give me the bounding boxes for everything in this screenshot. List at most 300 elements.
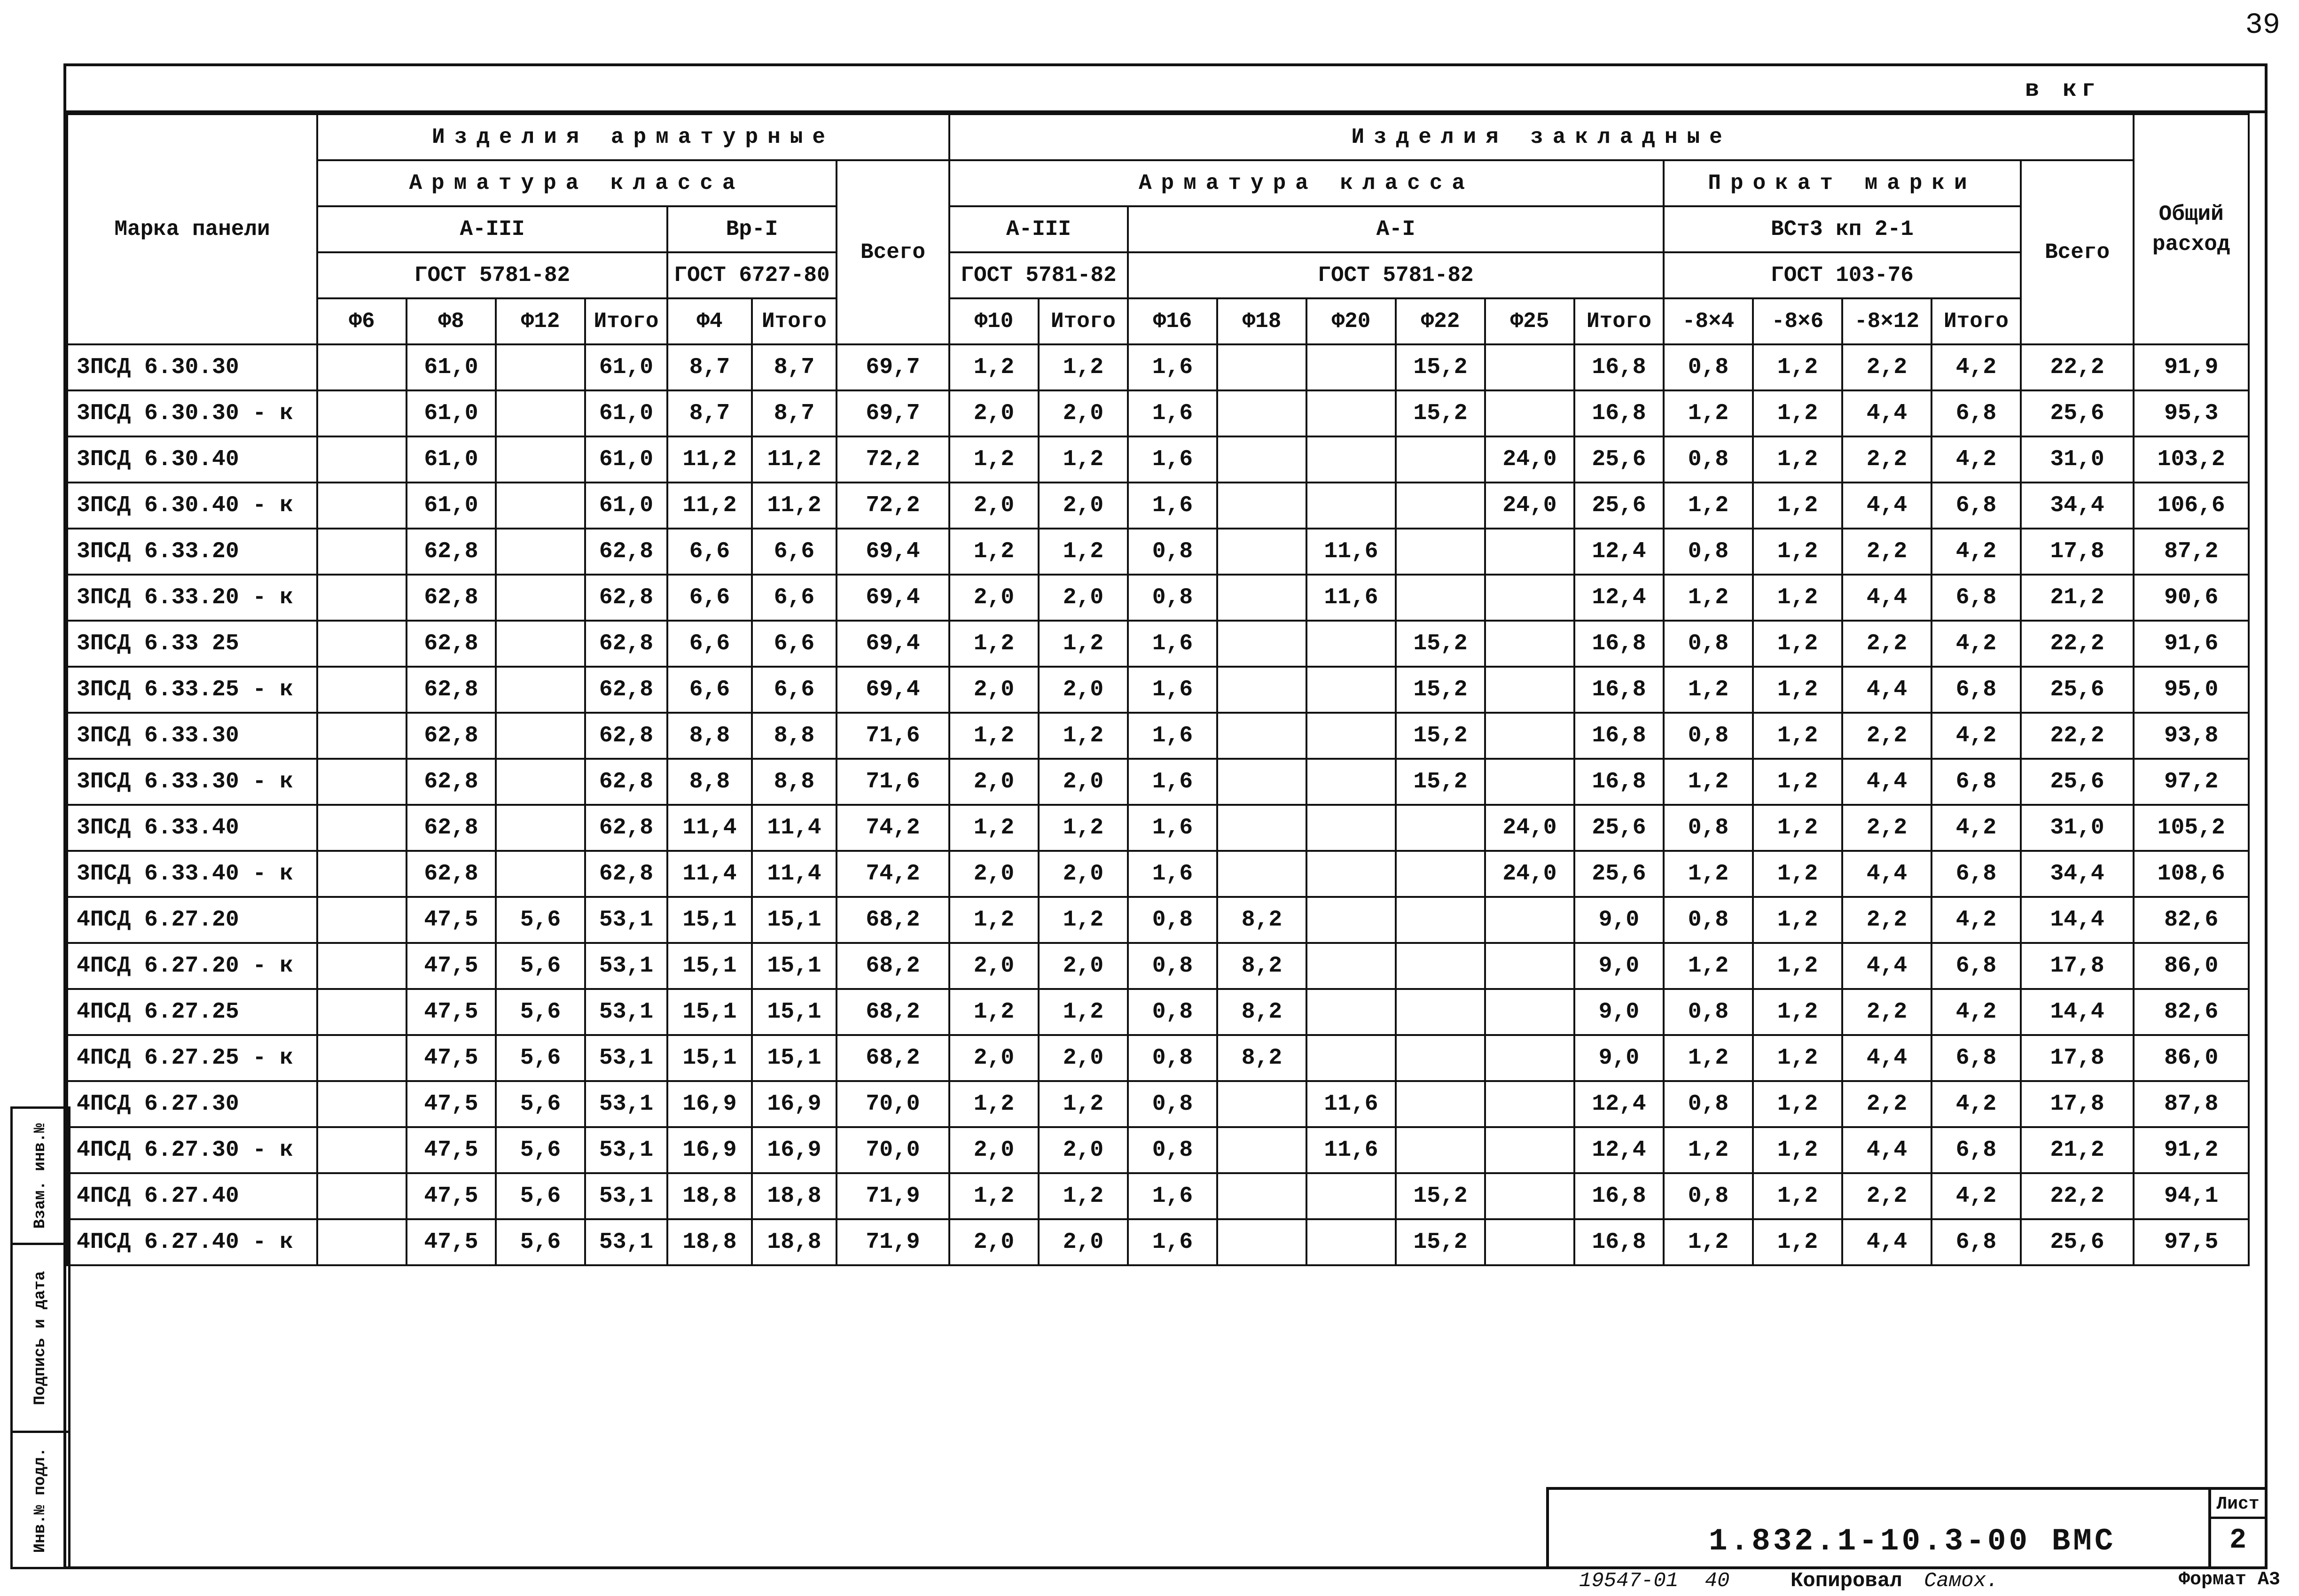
value-cell: [1217, 436, 1306, 483]
value-cell: 1,2: [949, 713, 1039, 759]
value-cell: 5,6: [496, 1127, 585, 1173]
value-cell: 1,2: [1753, 1035, 1842, 1081]
value-cell: 74,2: [837, 851, 949, 897]
value-cell: 25,6: [1574, 805, 1664, 851]
value-cell: 61,0: [585, 483, 667, 529]
value-cell: 1,2: [1753, 759, 1842, 805]
value-cell: 68,2: [837, 1035, 949, 1081]
value-cell: 1,2: [1753, 989, 1842, 1035]
value-cell: 6,6: [752, 621, 837, 667]
value-cell: 2,0: [949, 1035, 1039, 1081]
value-cell: [317, 1081, 407, 1127]
value-cell: 8,8: [667, 759, 752, 805]
panel-mark-cell: 4ПСД 6.27.20 - к: [67, 943, 317, 989]
value-cell: [1485, 1127, 1574, 1173]
value-cell: 1,6: [1128, 1219, 1217, 1265]
value-cell: [496, 575, 585, 621]
value-cell: 1,2: [949, 989, 1039, 1035]
value-cell: 1,6: [1128, 436, 1217, 483]
value-cell: 2,2: [1842, 713, 1931, 759]
table-row: [67, 1173, 2249, 1219]
value-cell: [1485, 529, 1574, 575]
value-cell: 11,4: [752, 805, 837, 851]
value-cell: 1,2: [1039, 344, 1128, 390]
value-cell: [1306, 759, 1396, 805]
value-cell: 72,2: [837, 483, 949, 529]
value-cell: 69,4: [837, 621, 949, 667]
value-cell: 4,4: [1842, 851, 1931, 897]
value-cell: 22,2: [2021, 344, 2134, 390]
value-cell: 11,2: [667, 483, 752, 529]
header-gost-103: ГОСТ 103-76: [1664, 252, 2021, 298]
value-cell: 53,1: [585, 1127, 667, 1173]
value-cell: 1,2: [1039, 989, 1128, 1035]
value-cell: 1,6: [1128, 713, 1217, 759]
value-cell: 21,2: [2021, 1127, 2134, 1173]
value-cell: 47,5: [407, 897, 496, 943]
value-cell: 2,2: [1842, 1081, 1931, 1127]
table-row: [67, 989, 2249, 1035]
value-cell: 2,2: [1842, 436, 1931, 483]
value-cell: [1217, 390, 1306, 436]
value-cell: 16,9: [667, 1081, 752, 1127]
value-cell: 12,4: [1574, 529, 1664, 575]
value-cell: 34,4: [2021, 851, 2134, 897]
value-cell: 22,2: [2021, 1173, 2134, 1219]
value-cell: 1,6: [1128, 390, 1217, 436]
panel-mark-cell: 4ПСД 6.27.25 - к: [67, 1035, 317, 1081]
value-cell: 62,8: [407, 805, 496, 851]
value-cell: 9,0: [1574, 989, 1664, 1035]
value-cell: 2,2: [1842, 529, 1931, 575]
value-cell: [1396, 943, 1485, 989]
value-cell: 61,0: [407, 436, 496, 483]
value-cell: 25,6: [2021, 390, 2134, 436]
size-header-cell: Φ6: [317, 298, 407, 344]
value-cell: 62,8: [407, 667, 496, 713]
size-header-cell: Φ18: [1217, 298, 1306, 344]
value-cell: [1485, 943, 1574, 989]
value-cell: 70,0: [837, 1081, 949, 1127]
value-cell: 25,6: [1574, 436, 1664, 483]
value-cell: 4,4: [1842, 1219, 1931, 1265]
value-cell: 16,8: [1574, 1219, 1664, 1265]
value-cell: 62,8: [407, 575, 496, 621]
panel-mark-cell: 3ПСД 6.33.40 - к: [67, 851, 317, 897]
value-cell: [496, 621, 585, 667]
value-cell: 15,2: [1396, 344, 1485, 390]
value-cell: [1217, 344, 1306, 390]
value-cell: [317, 943, 407, 989]
value-cell: 17,8: [2021, 943, 2134, 989]
value-cell: [317, 1219, 407, 1265]
value-cell: 11,6: [1306, 529, 1396, 575]
value-cell: 1,2: [1753, 713, 1842, 759]
value-cell: [1306, 943, 1396, 989]
value-cell: 0,8: [1128, 529, 1217, 575]
value-cell: 16,8: [1574, 1173, 1664, 1219]
value-cell: [1217, 851, 1306, 897]
value-cell: 47,5: [407, 989, 496, 1035]
value-cell: [1306, 897, 1396, 943]
panel-mark-cell: 3ПСД 6.33 25: [67, 621, 317, 667]
value-cell: 1,2: [949, 1173, 1039, 1219]
value-cell: [1217, 1081, 1306, 1127]
value-cell: 15,2: [1396, 1173, 1485, 1219]
value-cell: 2,2: [1842, 621, 1931, 667]
value-cell: [496, 390, 585, 436]
header-rebar-class: Арматура класса: [317, 160, 837, 206]
value-cell: [317, 805, 407, 851]
table-row: [67, 897, 2249, 943]
units-label: в кг: [2025, 77, 2100, 103]
value-cell: [1396, 805, 1485, 851]
value-cell: 71,6: [837, 759, 949, 805]
header-rebar-class-embedded: Арматура класса: [949, 160, 1664, 206]
value-cell: 2,2: [1842, 989, 1931, 1035]
value-cell: 61,0: [407, 344, 496, 390]
value-cell: 14,4: [2021, 897, 2134, 943]
value-cell: 15,2: [1396, 1219, 1485, 1265]
value-cell: [317, 1035, 407, 1081]
panel-mark-cell: 3ПСД 6.30.30 - к: [67, 390, 317, 436]
value-cell: 69,7: [837, 344, 949, 390]
value-cell: 1,6: [1128, 805, 1217, 851]
table-row: [67, 575, 2249, 621]
value-cell: 14,4: [2021, 989, 2134, 1035]
value-cell: [1485, 575, 1574, 621]
value-cell: 6,6: [667, 575, 752, 621]
value-cell: 0,8: [1664, 344, 1753, 390]
value-cell: 62,8: [585, 575, 667, 621]
value-cell: 62,8: [585, 759, 667, 805]
value-cell: 15,1: [752, 897, 837, 943]
value-cell: 4,2: [1931, 436, 2021, 483]
value-cell: 68,2: [837, 943, 949, 989]
value-cell: 0,8: [1128, 575, 1217, 621]
value-cell: 5,6: [496, 1081, 585, 1127]
value-cell: 1,2: [1664, 483, 1753, 529]
panel-mark-cell: 4ПСД 6.27.30 - к: [67, 1127, 317, 1173]
value-cell: 86,0: [2134, 943, 2249, 989]
value-cell: 6,6: [667, 621, 752, 667]
value-cell: 16,8: [1574, 621, 1664, 667]
value-cell: [1485, 1035, 1574, 1081]
panel-mark-cell: 4ПСД 6.27.40 - к: [67, 1219, 317, 1265]
value-cell: [1306, 805, 1396, 851]
size-header-cell: Φ12: [496, 298, 585, 344]
copy-number-suffix: 40: [1705, 1569, 1730, 1593]
value-cell: 1,6: [1128, 759, 1217, 805]
value-cell: 69,7: [837, 390, 949, 436]
value-cell: 4,2: [1931, 1173, 2021, 1219]
value-cell: 24,0: [1485, 436, 1574, 483]
value-cell: 15,2: [1396, 621, 1485, 667]
value-cell: 1,2: [1039, 1081, 1128, 1127]
value-cell: [317, 851, 407, 897]
sheet-number: 2: [2229, 1525, 2246, 1557]
table-row: [67, 483, 2249, 529]
value-cell: [496, 759, 585, 805]
value-cell: 8,2: [1217, 1035, 1306, 1081]
value-cell: 34,4: [2021, 483, 2134, 529]
value-cell: 86,0: [2134, 1035, 2249, 1081]
value-cell: [1217, 1219, 1306, 1265]
header-reinforcement-products: Изделия арматурные: [317, 114, 949, 160]
value-cell: 11,2: [752, 436, 837, 483]
value-cell: [317, 759, 407, 805]
value-cell: 2,0: [1039, 1127, 1128, 1173]
value-cell: 15,1: [667, 897, 752, 943]
value-cell: 15,1: [752, 1035, 837, 1081]
value-cell: 6,8: [1931, 1035, 2021, 1081]
value-cell: [317, 436, 407, 483]
value-cell: 6,6: [667, 529, 752, 575]
value-cell: 24,0: [1485, 483, 1574, 529]
value-cell: 2,2: [1842, 897, 1931, 943]
value-cell: 15,2: [1396, 713, 1485, 759]
value-cell: 1,2: [949, 621, 1039, 667]
value-cell: [1306, 621, 1396, 667]
value-cell: 61,0: [407, 483, 496, 529]
value-cell: 2,0: [1039, 667, 1128, 713]
value-cell: [1485, 1081, 1574, 1127]
value-cell: 9,0: [1574, 1035, 1664, 1081]
header-total-reinforcement: Всего: [837, 160, 949, 344]
panel-mark-cell: 3ПСД 6.30.40 - к: [67, 483, 317, 529]
value-cell: 91,6: [2134, 621, 2249, 667]
value-cell: 16,9: [752, 1081, 837, 1127]
value-cell: 8,7: [667, 390, 752, 436]
stamp-signature-cell: [13, 1245, 68, 1433]
value-cell: 61,0: [407, 390, 496, 436]
value-cell: 8,8: [752, 759, 837, 805]
value-cell: [1485, 989, 1574, 1035]
panel-mark-cell: 3ПСД 6.33.30 - к: [67, 759, 317, 805]
value-cell: 74,2: [837, 805, 949, 851]
format-label: Формат А3: [2178, 1569, 2280, 1590]
value-cell: 0,8: [1664, 621, 1753, 667]
value-cell: 2,0: [949, 851, 1039, 897]
value-cell: [1485, 897, 1574, 943]
value-cell: 1,2: [949, 529, 1039, 575]
value-cell: 15,1: [667, 1035, 752, 1081]
header-gost-5781: ГОСТ 5781-82: [317, 252, 667, 298]
sheet-box: [2208, 1490, 2265, 1566]
value-cell: 1,2: [1664, 575, 1753, 621]
table-row: [67, 1127, 2249, 1173]
value-cell: 2,2: [1842, 344, 1931, 390]
value-cell: [1485, 713, 1574, 759]
value-cell: 0,8: [1664, 436, 1753, 483]
table-row: [67, 805, 2249, 851]
value-cell: [1396, 897, 1485, 943]
value-cell: 2,2: [1842, 805, 1931, 851]
value-cell: 25,6: [2021, 759, 2134, 805]
value-cell: [317, 1173, 407, 1219]
value-cell: 62,8: [585, 621, 667, 667]
value-cell: 1,2: [949, 805, 1039, 851]
value-cell: 16,9: [667, 1127, 752, 1173]
table-row: [67, 621, 2249, 667]
value-cell: 6,8: [1931, 1219, 2021, 1265]
value-cell: 5,6: [496, 1173, 585, 1219]
value-cell: 12,4: [1574, 1081, 1664, 1127]
header-gost-5781-embedded: ГОСТ 5781-82: [949, 252, 1128, 298]
value-cell: 4,4: [1842, 483, 1931, 529]
value-cell: 2,0: [949, 575, 1039, 621]
value-cell: 1,2: [1039, 805, 1128, 851]
value-cell: 25,6: [2021, 1219, 2134, 1265]
value-cell: 1,2: [1664, 667, 1753, 713]
header-steel-grade: ВСт3 кп 2-1: [1664, 206, 2021, 252]
value-cell: 1,2: [1664, 390, 1753, 436]
value-cell: [317, 344, 407, 390]
value-cell: 47,5: [407, 1173, 496, 1219]
value-cell: [1485, 390, 1574, 436]
value-cell: 68,2: [837, 989, 949, 1035]
table-row: [67, 1081, 2249, 1127]
value-cell: 6,6: [667, 667, 752, 713]
value-cell: 62,8: [407, 529, 496, 575]
value-cell: [1485, 1219, 1574, 1265]
value-cell: [1396, 851, 1485, 897]
value-cell: [317, 667, 407, 713]
value-cell: 6,8: [1931, 667, 2021, 713]
value-cell: 21,2: [2021, 575, 2134, 621]
size-header-cell: -8×4: [1664, 298, 1753, 344]
value-cell: 6,8: [1931, 483, 2021, 529]
value-cell: 68,2: [837, 897, 949, 943]
value-cell: 4,2: [1931, 1081, 2021, 1127]
stamp-replacement-inventory: Взам. инв.№: [31, 1123, 49, 1229]
value-cell: 11,6: [1306, 1127, 1396, 1173]
panel-mark-cell: 4ПСД 6.27.25: [67, 989, 317, 1035]
page-number: 39: [2245, 8, 2280, 42]
value-cell: 8,8: [667, 713, 752, 759]
value-cell: 69,4: [837, 575, 949, 621]
value-cell: 4,4: [1842, 390, 1931, 436]
value-cell: 8,2: [1217, 989, 1306, 1035]
value-cell: [317, 989, 407, 1035]
value-cell: 2,0: [1039, 943, 1128, 989]
value-cell: 1,6: [1128, 667, 1217, 713]
value-cell: 4,2: [1931, 989, 2021, 1035]
value-cell: 1,2: [1753, 805, 1842, 851]
value-cell: 62,8: [585, 529, 667, 575]
value-cell: [496, 483, 585, 529]
value-cell: [1217, 667, 1306, 713]
value-cell: 8,2: [1217, 943, 1306, 989]
value-cell: 2,0: [1039, 1219, 1128, 1265]
value-cell: [1217, 621, 1306, 667]
value-cell: 47,5: [407, 1081, 496, 1127]
panel-mark-cell: 3ПСД 6.30.40: [67, 436, 317, 483]
value-cell: 61,0: [585, 344, 667, 390]
value-cell: 24,0: [1485, 851, 1574, 897]
value-cell: 11,2: [752, 483, 837, 529]
value-cell: 1,2: [1039, 713, 1128, 759]
value-cell: 91,9: [2134, 344, 2249, 390]
value-cell: 1,2: [1039, 1173, 1128, 1219]
value-cell: 18,8: [752, 1173, 837, 1219]
value-cell: [1306, 483, 1396, 529]
value-cell: 4,2: [1931, 344, 2021, 390]
copier-signature: Самох.: [1924, 1569, 1999, 1593]
value-cell: 95,0: [2134, 667, 2249, 713]
value-cell: 6,6: [752, 575, 837, 621]
value-cell: [1485, 621, 1574, 667]
value-cell: [1306, 436, 1396, 483]
header-class-a1: A-I: [1128, 206, 1664, 252]
value-cell: 1,2: [1753, 667, 1842, 713]
value-cell: 1,2: [1664, 1127, 1753, 1173]
value-cell: [496, 436, 585, 483]
value-cell: 1,2: [1753, 621, 1842, 667]
value-cell: 53,1: [585, 989, 667, 1035]
value-cell: 1,2: [1753, 943, 1842, 989]
value-cell: 47,5: [407, 1035, 496, 1081]
value-cell: 18,8: [667, 1173, 752, 1219]
value-cell: 31,0: [2021, 436, 2134, 483]
value-cell: 8,7: [752, 344, 837, 390]
value-cell: 18,8: [667, 1219, 752, 1265]
value-cell: 62,8: [585, 667, 667, 713]
value-cell: 2,0: [1039, 1035, 1128, 1081]
value-cell: 2,0: [949, 943, 1039, 989]
value-cell: 17,8: [2021, 1081, 2134, 1127]
value-cell: 4,4: [1842, 1035, 1931, 1081]
value-cell: 95,3: [2134, 390, 2249, 436]
value-cell: 0,8: [1128, 1127, 1217, 1173]
value-cell: 22,2: [2021, 621, 2134, 667]
panel-mark-cell: 3ПСД 6.30.30: [67, 344, 317, 390]
value-cell: [496, 529, 585, 575]
value-cell: [317, 1127, 407, 1173]
value-cell: 15,1: [667, 989, 752, 1035]
value-cell: [1217, 1127, 1306, 1173]
value-cell: 0,8: [1128, 989, 1217, 1035]
value-cell: 61,0: [585, 436, 667, 483]
value-cell: 12,4: [1574, 1127, 1664, 1173]
value-cell: 106,6: [2134, 483, 2249, 529]
value-cell: 1,2: [1753, 1081, 1842, 1127]
value-cell: 62,8: [407, 759, 496, 805]
value-cell: 5,6: [496, 1035, 585, 1081]
sheet-frame: [63, 63, 2268, 1569]
value-cell: 6,8: [1931, 575, 2021, 621]
value-cell: [317, 575, 407, 621]
value-cell: 62,8: [585, 805, 667, 851]
value-cell: 62,8: [407, 851, 496, 897]
value-cell: [1306, 344, 1396, 390]
size-header-cell: Φ20: [1306, 298, 1396, 344]
value-cell: 82,6: [2134, 989, 2249, 1035]
stamp-signature-date: Подпись и дата: [31, 1270, 49, 1405]
value-cell: 18,8: [752, 1219, 837, 1265]
value-cell: 71,9: [837, 1173, 949, 1219]
value-cell: 4,4: [1842, 759, 1931, 805]
value-cell: 11,4: [752, 851, 837, 897]
value-cell: [317, 483, 407, 529]
value-cell: 6,8: [1931, 390, 2021, 436]
panel-mark-cell: 4ПСД 6.27.20: [67, 897, 317, 943]
value-cell: [1396, 436, 1485, 483]
value-cell: 69,4: [837, 667, 949, 713]
value-cell: 5,6: [496, 1219, 585, 1265]
value-cell: 4,2: [1931, 713, 2021, 759]
steel-consumption-table: [66, 113, 2250, 1266]
